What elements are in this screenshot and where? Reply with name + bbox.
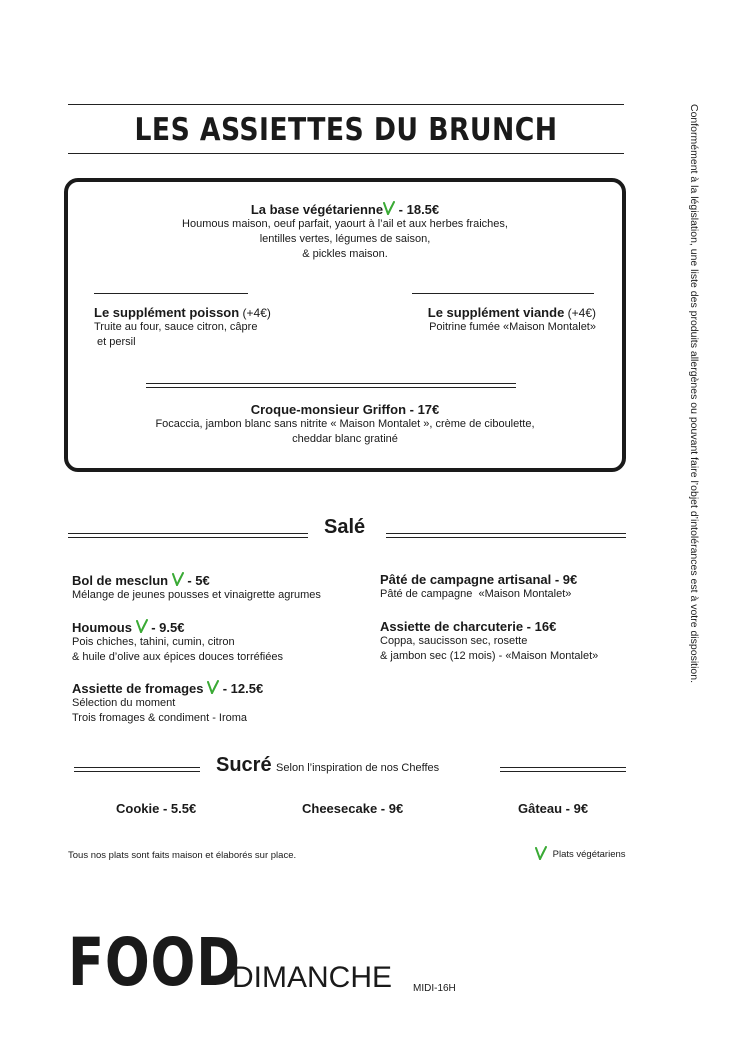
dish-name: Le supplément poisson bbox=[94, 305, 240, 320]
menu-item bbox=[380, 572, 577, 602]
brunch-croque bbox=[68, 402, 622, 447]
dessert-item: Cookie - 5.5€ bbox=[116, 801, 197, 816]
brunch-viande bbox=[380, 305, 596, 335]
dish-desc-line: Coppa, saucisson sec, rosette bbox=[380, 635, 528, 647]
dish-desc-line: Trois fromages & condiment - Iroma bbox=[72, 712, 248, 724]
dish-desc-line: Pâté de campagne «Maison Montalet» bbox=[380, 588, 572, 600]
dish-desc-line: Mélange de jeunes pousses et vinaigrette agrumes bbox=[72, 589, 321, 601]
dish-name: La base végétarienne bbox=[250, 202, 384, 217]
double-divider bbox=[500, 767, 626, 772]
vegetarian-leaf-icon bbox=[207, 680, 219, 694]
section-header-sucre bbox=[216, 754, 439, 777]
food-heading: FOOD bbox=[68, 924, 241, 1001]
double-divider bbox=[74, 767, 200, 772]
dish-desc-line: Pois chiches, tahini, cumin, citron bbox=[72, 636, 235, 648]
dish-desc-line: et persil bbox=[94, 336, 136, 348]
house-made-note: Tous nos plats sont faits maison et élaborés sur place. bbox=[68, 850, 297, 861]
menu-item bbox=[72, 572, 321, 603]
brunch-poisson bbox=[94, 305, 271, 350]
divider bbox=[412, 293, 594, 294]
dish-desc-line: Focaccia, jambon blanc sans nitrite « Maison Montalet », crème de ciboulette, bbox=[155, 418, 535, 430]
dish-desc-line: Truite au four, sauce citron, câpre bbox=[94, 321, 258, 333]
dish-name: Le supplément viande bbox=[427, 305, 565, 320]
dish-desc-line: Houmous maison, oeuf parfait, yaourt à l’ail et aux herbes fraiches, bbox=[182, 218, 508, 230]
title-top-rule bbox=[68, 104, 624, 105]
brunch-base bbox=[68, 201, 622, 262]
vegetarian-leaf-icon bbox=[535, 846, 547, 860]
vegetarian-legend bbox=[535, 846, 626, 862]
dish-price: - 12.5€ bbox=[219, 681, 264, 696]
double-divider bbox=[386, 533, 626, 538]
vegetarian-leaf-icon bbox=[136, 619, 148, 633]
double-divider bbox=[146, 383, 516, 388]
page-title: LES ASSIETTES DU BRUNCH bbox=[134, 112, 558, 148]
legend-label: Plats végétariens bbox=[552, 849, 626, 860]
dish-name: Bol de mesclun bbox=[72, 573, 169, 588]
menu-item bbox=[380, 619, 598, 664]
hours-label: MIDI-16H bbox=[413, 983, 456, 994]
dish-extra: (+4€) bbox=[564, 306, 596, 320]
dish-desc-line: & pickles maison. bbox=[302, 248, 388, 260]
dish-price: - 5€ bbox=[183, 573, 210, 588]
dish-name: Croque-monsieur Griffon - 17€ bbox=[250, 402, 440, 417]
section-subtitle: Selon l’inspiration de nos Cheffes bbox=[276, 762, 440, 774]
title-bottom-rule bbox=[68, 153, 624, 154]
dish-desc-line: Sélection du moment bbox=[72, 697, 176, 709]
double-divider bbox=[68, 533, 308, 538]
dish-name: Pâté de campagne artisanal - 9€ bbox=[380, 572, 578, 587]
dish-price: - 18.5€ bbox=[395, 202, 440, 217]
divider bbox=[94, 293, 248, 294]
dish-name: Assiette de charcuterie - 16€ bbox=[380, 619, 557, 634]
menu-item bbox=[72, 619, 283, 665]
dish-name: Houmous bbox=[72, 620, 132, 635]
dessert-item: Gâteau - 9€ bbox=[518, 801, 589, 816]
allergen-note: Conformément à la législation, une liste des produits allergènes ou pouvant faire l’objet d’intolérances est à votre disposition. bbox=[688, 104, 700, 684]
dish-desc-line: & huile d’olive aux épices douces torréfiées bbox=[72, 651, 283, 663]
section-title-sucre: Sucré bbox=[216, 754, 272, 776]
dish-desc-line: Poitrine fumée «Maison Montalet» bbox=[429, 321, 596, 333]
dish-price: - 9.5€ bbox=[147, 620, 185, 635]
day-label: DIMANCHE bbox=[232, 961, 393, 994]
dish-desc-line: cheddar blanc gratiné bbox=[292, 433, 398, 445]
vegetarian-leaf-icon bbox=[383, 201, 395, 215]
dish-desc-line: lentilles vertes, légumes de saison, bbox=[259, 233, 431, 245]
dish-desc-line: & jambon sec (12 mois) - «Maison Montalet» bbox=[380, 650, 599, 662]
dish-name: Assiette de fromages bbox=[72, 681, 204, 696]
vegetarian-leaf-icon bbox=[172, 572, 184, 586]
section-title-sale: Salé bbox=[324, 516, 366, 538]
menu-item bbox=[72, 680, 263, 726]
dish-extra: (+4€) bbox=[239, 306, 271, 320]
dessert-item: Cheesecake - 9€ bbox=[302, 801, 404, 816]
